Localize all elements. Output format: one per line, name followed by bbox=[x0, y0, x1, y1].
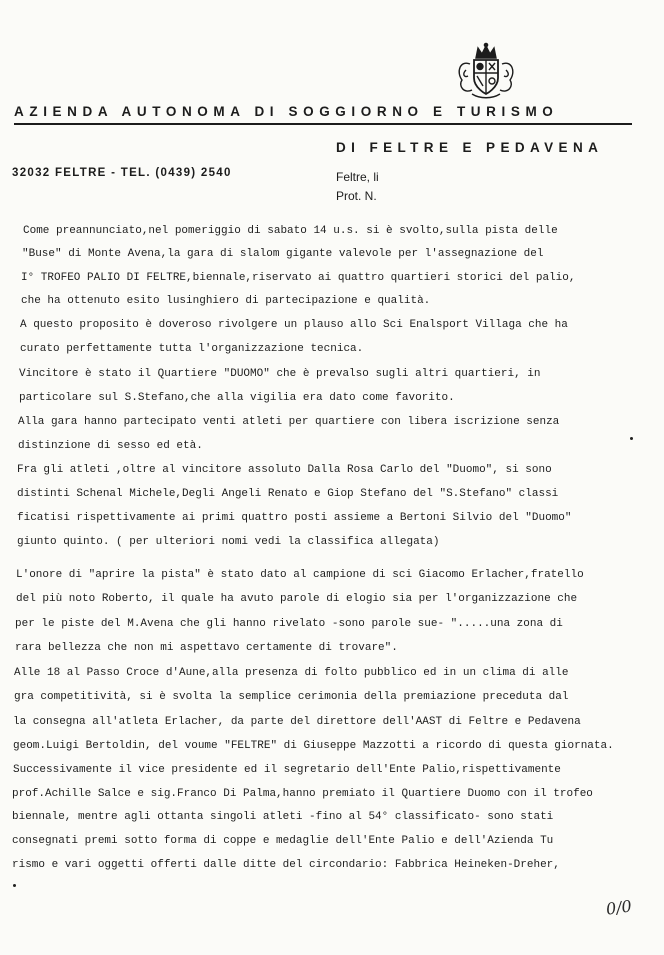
organization-name: AZIENDA AUTONOMA DI SOGGIORNO E TURISMO bbox=[14, 104, 559, 119]
body-line: Vincitore è stato il Quartiere "DUOMO" che è prevalso sugli altri quartieri, in bbox=[19, 368, 541, 380]
body-line: rismo e vari oggetti offerti dalle ditte del circondario: Fabbrica Heineken-Dreher, bbox=[12, 859, 560, 871]
body-line: "Buse" di Monte Avena,la gara di slalom gigante valevole per l'assegnazione del bbox=[22, 248, 544, 260]
body-line: Come preannunciato,nel pomeriggio di sabato 14 u.s. si è svolto,sulla pista delle bbox=[23, 225, 558, 237]
body-line: curato perfettamente tutta l'organizzazione tecnica. bbox=[20, 343, 364, 355]
organization-location: DI FELTRE E PEDAVENA bbox=[336, 140, 604, 155]
protocol-number-field: Prot. N. bbox=[336, 189, 377, 203]
body-line: distinti Schenal Michele,Degli Angeli Renato e Giop Stefano del "S.Stefano" classi bbox=[17, 488, 559, 500]
body-line: rara bellezza che non mi aspettavo certamente di trovare". bbox=[15, 642, 398, 654]
body-line: Alle 18 al Passo Croce d'Aune,alla presenza di folto pubblico ed in un clima di alle bbox=[14, 667, 569, 679]
body-line: particolare sul S.Stefano,che alla vigilia era dato come favorito. bbox=[19, 392, 455, 404]
ink-speck bbox=[13, 884, 16, 887]
body-line: consegnati premi sotto forma di coppe e medaglie dell'Ente Palio e dell'Azienda Tu bbox=[12, 835, 554, 847]
body-line: A questo proposito è doveroso rivolgere un plauso allo Sci Enalsport Villaga che ha bbox=[20, 319, 568, 331]
place-date-field: Feltre, li bbox=[336, 170, 379, 184]
body-line: prof.Achille Salce e sig.Franco Di Palma,hanno premiato il Quartiere Duomo con il trofeo bbox=[12, 788, 593, 800]
ink-speck bbox=[630, 437, 633, 440]
body-line: la consegna all'atleta Erlacher, da parte del direttore dell'AAST di Feltre e Pedavena bbox=[13, 716, 581, 728]
body-line: Alla gara hanno partecipato venti atleti per quartiere con libera iscrizione senza bbox=[18, 416, 560, 428]
body-line: che ha ottenuto esito lusinghiero di partecipazione e qualità. bbox=[21, 295, 431, 307]
body-line: Fra gli atleti ,oltre al vincitore assoluto Dalla Rosa Carlo del "Duomo", si sono bbox=[17, 464, 552, 476]
body-line: del più noto Roberto, il quale ha avuto parole di elogio sia per l'organizzazione che bbox=[16, 593, 578, 605]
body-line: per le piste del M.Avena che gli hanno rivelato -sono parole sue- ".....una zona di bbox=[15, 618, 563, 630]
body-line: I° TROFEO PALIO DI FELTRE,biennale,riservato ai quattro quartieri storici del palio, bbox=[21, 272, 576, 284]
body-line: geom.Luigi Bertoldin, del voume "FELTRE" di Giuseppe Mazzotti a ricordo di questa giornata. bbox=[13, 740, 614, 752]
address-phone: 32032 FELTRE - TEL. (0439) 2540 bbox=[12, 167, 232, 179]
body-line: biennale, mentre agli ottanta singoli atleti -fino al 54° classificato- sono stati bbox=[12, 811, 554, 823]
body-line: gra competitività, si è svolta la semplice cerimonia della premiazione preceduta dal bbox=[14, 691, 569, 703]
body-line: giunto quinto. ( per ulteriori nomi vedi la classifica allegata) bbox=[17, 536, 440, 548]
body-line: distinzione di sesso ed età. bbox=[18, 440, 203, 452]
body-line: Successivamente il vice presidente ed il segretario dell'Ente Palio,rispettivamente bbox=[13, 764, 561, 776]
body-line: ficatisi rispettivamente ai primi quattro posti assieme a Bertoni Silvio del "Duomo" bbox=[17, 512, 572, 524]
body-line: L'onore di "aprire la pista" è stato dato al campione di sci Giacomo Erlacher,fratello bbox=[16, 569, 584, 581]
handwritten-initials: 0/0 bbox=[604, 896, 633, 919]
